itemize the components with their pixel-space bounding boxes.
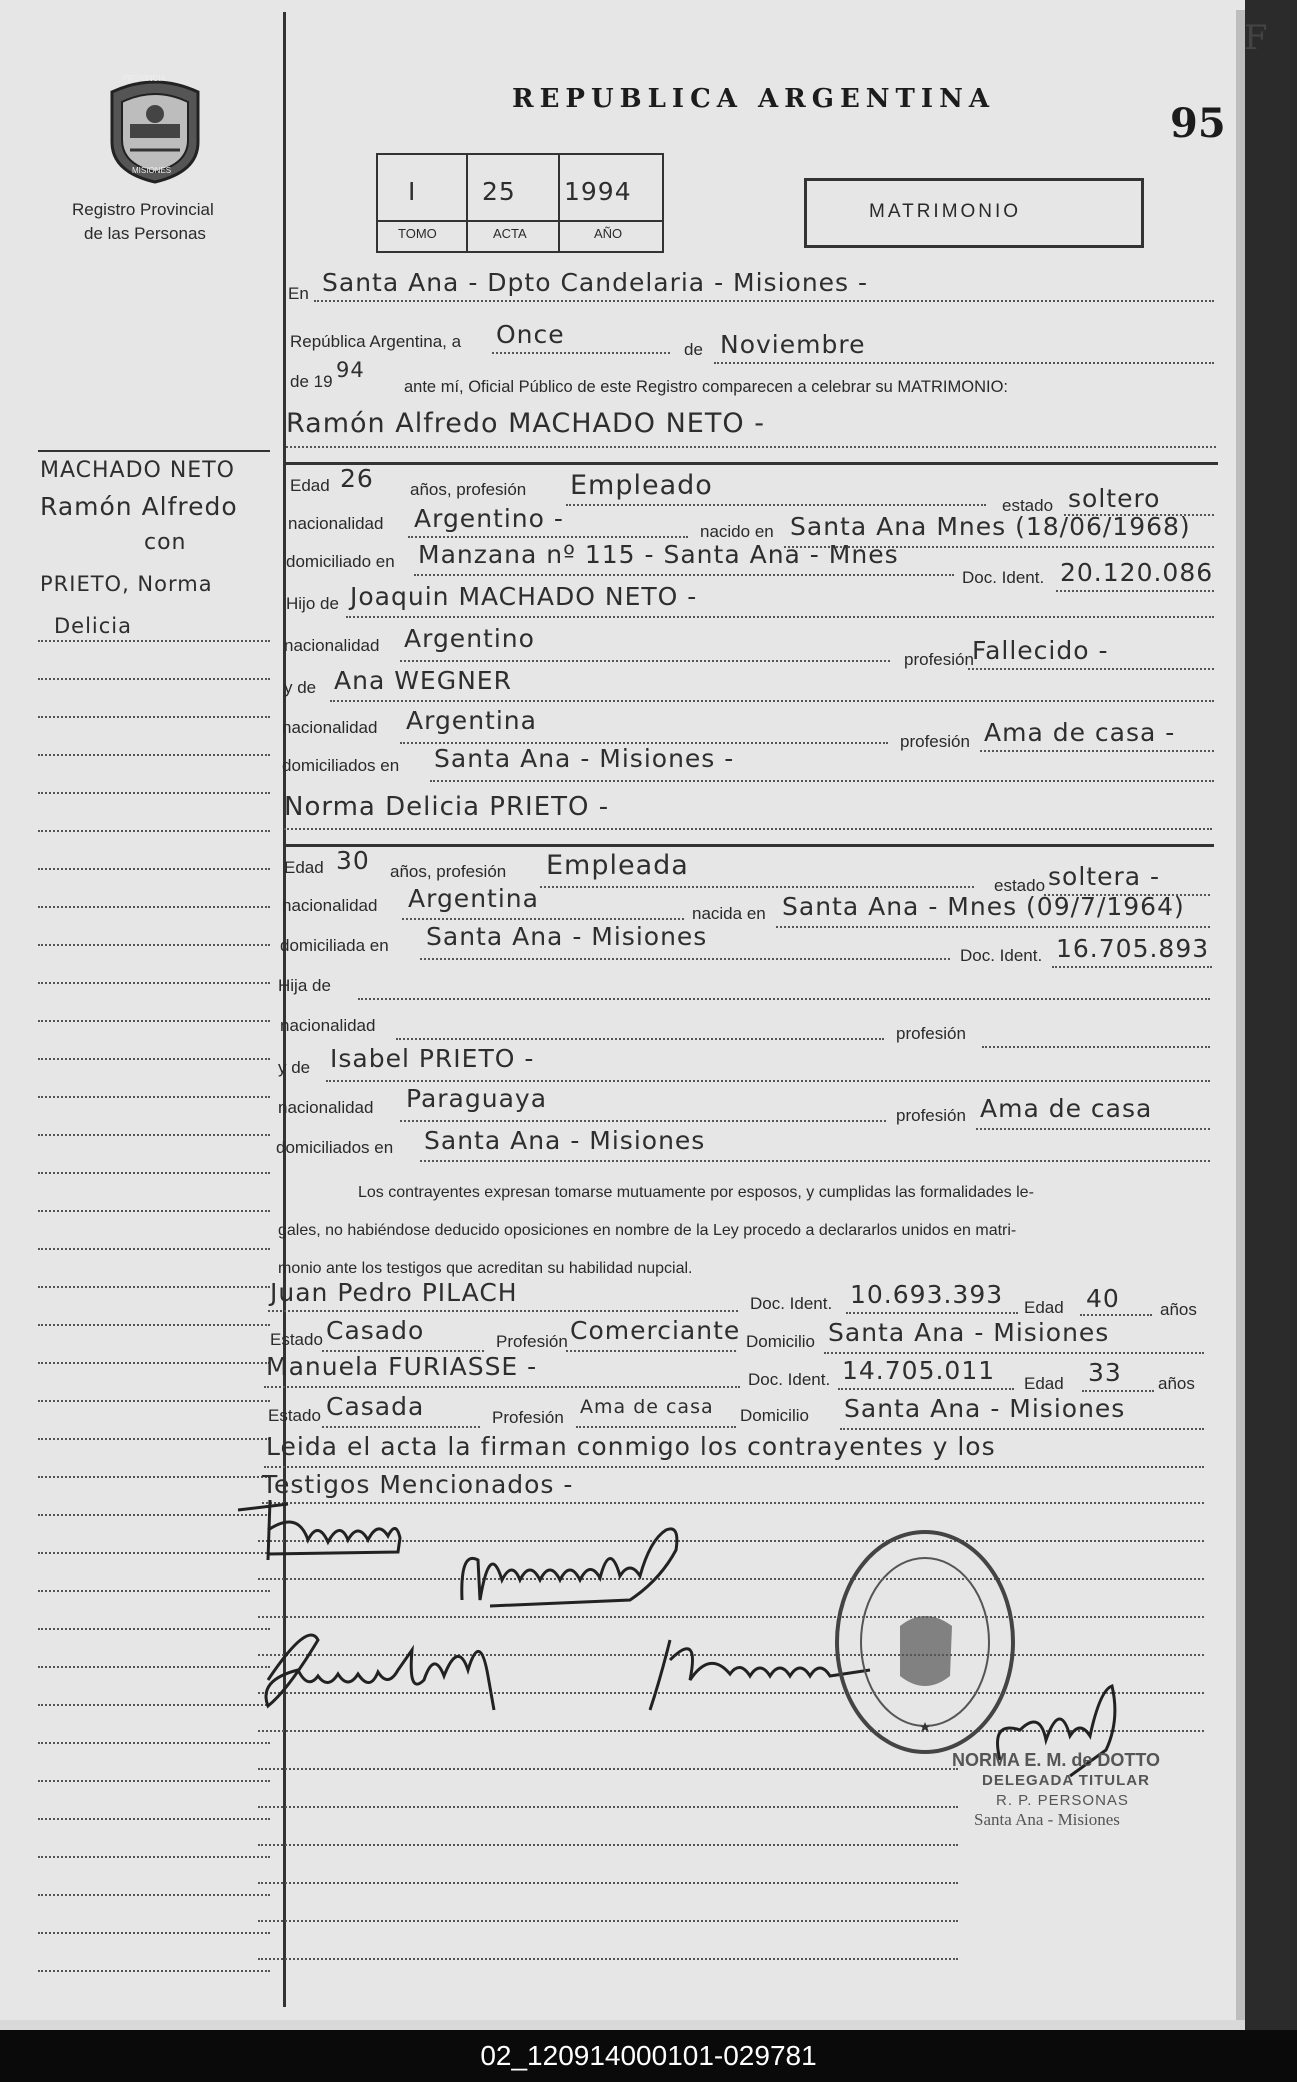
record-number-box: [376, 153, 664, 253]
bride-name: Norma Delicia PRIETO -: [284, 792, 610, 822]
official-name: NORMA E. M. de DOTTO: [952, 1750, 1161, 1770]
bride-domiciliada-label: domiciliada en: [280, 936, 389, 955]
witness2-doc-label: Doc. Ident.: [748, 1370, 831, 1389]
bride-profesion-label: años, profesión: [390, 862, 507, 881]
official-place: Santa Ana - Misiones: [974, 1810, 1120, 1829]
tomo-label: TOMO: [398, 226, 437, 241]
witness1-name: Juan Pedro PILACH: [270, 1278, 518, 1307]
margin-rule: [38, 1970, 270, 1972]
margin-rule: [38, 1324, 270, 1326]
bride-mother-nat-label: nacionalidad: [278, 1098, 374, 1117]
declaration-line3: monio ante los testigos que acreditan su habilidad nupcial.: [278, 1260, 693, 1277]
witness1-edad-label: Edad: [1024, 1298, 1064, 1317]
closing-line2: Testigos Mencionados -: [262, 1470, 574, 1499]
acta-value: 25: [482, 177, 516, 206]
groom-father-prof-label: profesión: [904, 650, 974, 669]
groom-nacionalidad-label: nacionalidad: [288, 514, 384, 533]
groom-parents-dom-label: domiciliados en: [282, 756, 400, 775]
groom-profesion-label: años, profesión: [410, 480, 527, 499]
body-rule: [258, 1920, 958, 1922]
tomo-value: I: [408, 177, 417, 206]
margin-rule: [38, 1286, 270, 1288]
official-intro-text: ante mí, Oficial Público de este Registro comparecen a celebrar su MATRIMONIO:: [404, 378, 1009, 396]
groom-mother-prof: Ama de casa -: [984, 718, 1176, 747]
bride-hija-label: Hija de: [278, 976, 331, 995]
bride-mother-prof: Ama de casa: [980, 1094, 1153, 1123]
groom-status: soltero: [1068, 484, 1161, 513]
margin-rule: [38, 1134, 270, 1136]
day-value: Once: [496, 320, 565, 349]
margin-rule: [38, 1666, 270, 1668]
witness1-estado-label: Estado: [270, 1330, 323, 1349]
de-label: de: [684, 340, 703, 359]
en-label: En: [288, 284, 309, 303]
bride-mother-prof-label: profesión: [896, 1106, 966, 1125]
witness2-age: 33: [1088, 1358, 1122, 1387]
bride-nacionalidad-label: nacionalidad: [282, 896, 378, 915]
margin-rule: [38, 1856, 270, 1858]
groom-nacido-label: nacido en: [700, 522, 774, 541]
groom-mother-nat-label: nacionalidad: [282, 718, 378, 737]
bride-nacida-label: nacida en: [692, 904, 766, 923]
bride-mother: Isabel PRIETO -: [330, 1044, 535, 1073]
witness1-address: Santa Ana - Misiones: [828, 1318, 1110, 1347]
margin-rule: [38, 906, 270, 908]
de19-label: de 19: [290, 372, 333, 391]
margin-note-line1: MACHADO NETO: [40, 458, 235, 483]
margin-rule: [38, 1932, 270, 1934]
groom-parents-dom: Santa Ana - Misiones -: [434, 744, 735, 773]
body-rule: [258, 1882, 958, 1884]
month-value: Noviembre: [720, 330, 866, 359]
bride-parents-dom-label: domiciliados en: [276, 1138, 394, 1157]
groom-address: Manzana nº 115 - Santa Ana - Mnes: [418, 540, 899, 569]
margin-rule: [38, 1400, 270, 1402]
bride-edad-label: Edad: [284, 858, 324, 877]
matrimonio-box: [804, 178, 1144, 248]
groom-domiciliado-label: domiciliado en: [286, 552, 395, 571]
margin-rule: [38, 1704, 270, 1706]
bride-birth: Santa Ana - Mnes (09/7/1964): [782, 892, 1185, 921]
official-title: DELEGADA TITULAR: [982, 1772, 1150, 1789]
witness2-domicilio-label: Domicilio: [740, 1406, 809, 1425]
margin-rule: [38, 1894, 270, 1896]
groom-doc-label: Doc. Ident.: [962, 568, 1045, 587]
groom-mother-prof-label: profesión: [900, 732, 970, 751]
bride-father-nat-label: nacionalidad: [280, 1016, 376, 1035]
margin-rule: [38, 830, 270, 832]
witness2-address: Santa Ana - Misiones: [844, 1394, 1126, 1423]
margin-rule: [38, 1172, 270, 1174]
margin-rule: [38, 754, 270, 756]
groom-father: Joaquin MACHADO NETO -: [350, 582, 698, 611]
witness1-age: 40: [1086, 1284, 1120, 1313]
margin-rule: [38, 944, 270, 946]
margin-rule: [38, 792, 270, 794]
margin-rule: [38, 982, 270, 984]
bride-address: Santa Ana - Misiones: [426, 922, 708, 951]
groom-doc: 20.120.086: [1060, 558, 1214, 587]
bride-estado-label: estado: [994, 876, 1046, 895]
groom-hijo-label: Hijo de: [286, 594, 339, 613]
margin-rule: [38, 1210, 270, 1212]
place-value: Santa Ana - Dpto Candelaria - Misiones -: [322, 268, 869, 297]
bride-age: 30: [336, 846, 370, 875]
groom-name: Ramón Alfredo MACHADO NETO -: [286, 408, 765, 439]
body-rule: [258, 1806, 958, 1808]
margin-rule: [38, 1248, 270, 1250]
margin-note-line2: Ramón Alfredo: [40, 492, 238, 521]
anio-value: 1994: [564, 177, 632, 206]
margin-note-line4: PRIETO, Norma: [40, 572, 213, 596]
margin-rule: [38, 1742, 270, 1744]
witness1-profession: Comerciante: [570, 1316, 741, 1345]
bride-doc: 16.705.893: [1056, 934, 1210, 963]
closing-line1: Leida el acta la firman conmigo los contrayentes y los: [266, 1432, 996, 1461]
seal-top-text: PROVINCIA: [122, 74, 167, 83]
witness1-anos-label: años: [1160, 1300, 1197, 1319]
margin-note-line5: Delicia: [54, 614, 133, 638]
margin-rule: [38, 1590, 270, 1592]
image-code-footer: 02_120914000101-029781: [0, 2030, 1297, 2082]
year-suffix-value: 94: [336, 358, 365, 382]
acta-label: ACTA: [493, 226, 527, 241]
groom-edad-label: Edad: [290, 476, 330, 495]
anio-label: AÑO: [594, 226, 623, 241]
body-rule: [258, 1958, 958, 1960]
witness2-estado-label: Estado: [268, 1406, 321, 1425]
official-office: R. P. PERSONAS: [996, 1792, 1129, 1809]
groom-estado-label: estado: [1002, 496, 1054, 515]
witness2-name: Manuela FURIASSE -: [266, 1352, 538, 1381]
groom-mother: Ana WEGNER: [334, 666, 512, 695]
page-number: 95: [1170, 100, 1226, 147]
margin-rule: [38, 1058, 270, 1060]
margin-rule: [38, 1096, 270, 1098]
declaration-line1: Los contrayentes expresan tomarse mutuamente por esposos, y cumplidas las formalidades le-: [358, 1184, 1034, 1201]
registry-line2: de las Personas: [84, 224, 206, 243]
groom-nationality: Argentino -: [414, 504, 564, 533]
bride-parents-dom: Santa Ana - Misiones: [424, 1126, 706, 1155]
groom-yde-label: y de: [284, 678, 317, 697]
witness1-domicilio-label: Domicilio: [746, 1332, 815, 1351]
bride-status: soltera -: [1048, 862, 1161, 891]
margin-rule: [38, 1362, 270, 1364]
declaration-line2: gales, no habiéndose deducido oposiciones en nombre de la Ley procedo a declararlos unidos en matri-: [278, 1222, 1017, 1239]
margin-rule: [38, 1780, 270, 1782]
bride-mother-nat: Paraguaya: [406, 1084, 548, 1113]
witness1-doc: 10.693.393: [850, 1280, 1004, 1309]
bride-profession: Empleada: [546, 850, 689, 881]
bride-nationality: Argentina: [408, 884, 539, 913]
bride-father-prof-label: profesión: [896, 1024, 966, 1043]
margin-rule: [38, 716, 270, 718]
margin-rule: [38, 1628, 270, 1630]
witness2-profession: Ama de casa: [580, 1396, 714, 1418]
groom-age: 26: [340, 464, 374, 493]
witness2-anos-label: años: [1158, 1374, 1195, 1393]
witness2-profesion-label: Profesión: [492, 1408, 564, 1427]
groom-profession: Empleado: [570, 470, 713, 501]
corner-mark: F: [1244, 18, 1268, 58]
country-title: REPUBLICA ARGENTINA: [512, 84, 996, 114]
margin-note-line3: con: [144, 530, 187, 555]
witness1-status: Casado: [326, 1316, 425, 1345]
groom-birth: Santa Ana Mnes (18/06/1968): [790, 512, 1191, 541]
groom-father-nat: Argentino: [404, 624, 535, 653]
margin-rule: [38, 1818, 270, 1820]
groom-father-nat-label: nacionalidad: [284, 636, 380, 655]
margin-rule: [38, 1476, 270, 1478]
groom-mother-nat: Argentina: [406, 706, 537, 735]
record-type: MATRIMONIO: [869, 201, 1022, 222]
margin-rule: [38, 640, 270, 642]
seal-bottom-label: MISIONES: [132, 166, 172, 175]
groom-father-prof: Fallecido -: [972, 636, 1109, 665]
margin-rule: [38, 1438, 270, 1440]
margin-rule: [38, 868, 270, 870]
republica-label: República Argentina, a: [290, 332, 462, 351]
witness2-status: Casada: [326, 1392, 425, 1421]
body-rule: [258, 1768, 958, 1770]
registry-line1: Registro Provincial: [72, 200, 214, 219]
witness1-doc-label: Doc. Ident.: [750, 1294, 833, 1313]
body-rule: [258, 1844, 958, 1846]
witness1-profesion-label: Profesión: [496, 1332, 568, 1351]
witness2-doc: 14.705.011: [842, 1356, 996, 1385]
bride-doc-label: Doc. Ident.: [960, 946, 1043, 965]
margin-rule: [38, 1020, 270, 1022]
book-binding-edge: [1245, 0, 1297, 2030]
bride-yde-label: y de: [278, 1058, 311, 1077]
witness2-edad-label: Edad: [1024, 1374, 1064, 1393]
margin-rule: [38, 678, 270, 680]
